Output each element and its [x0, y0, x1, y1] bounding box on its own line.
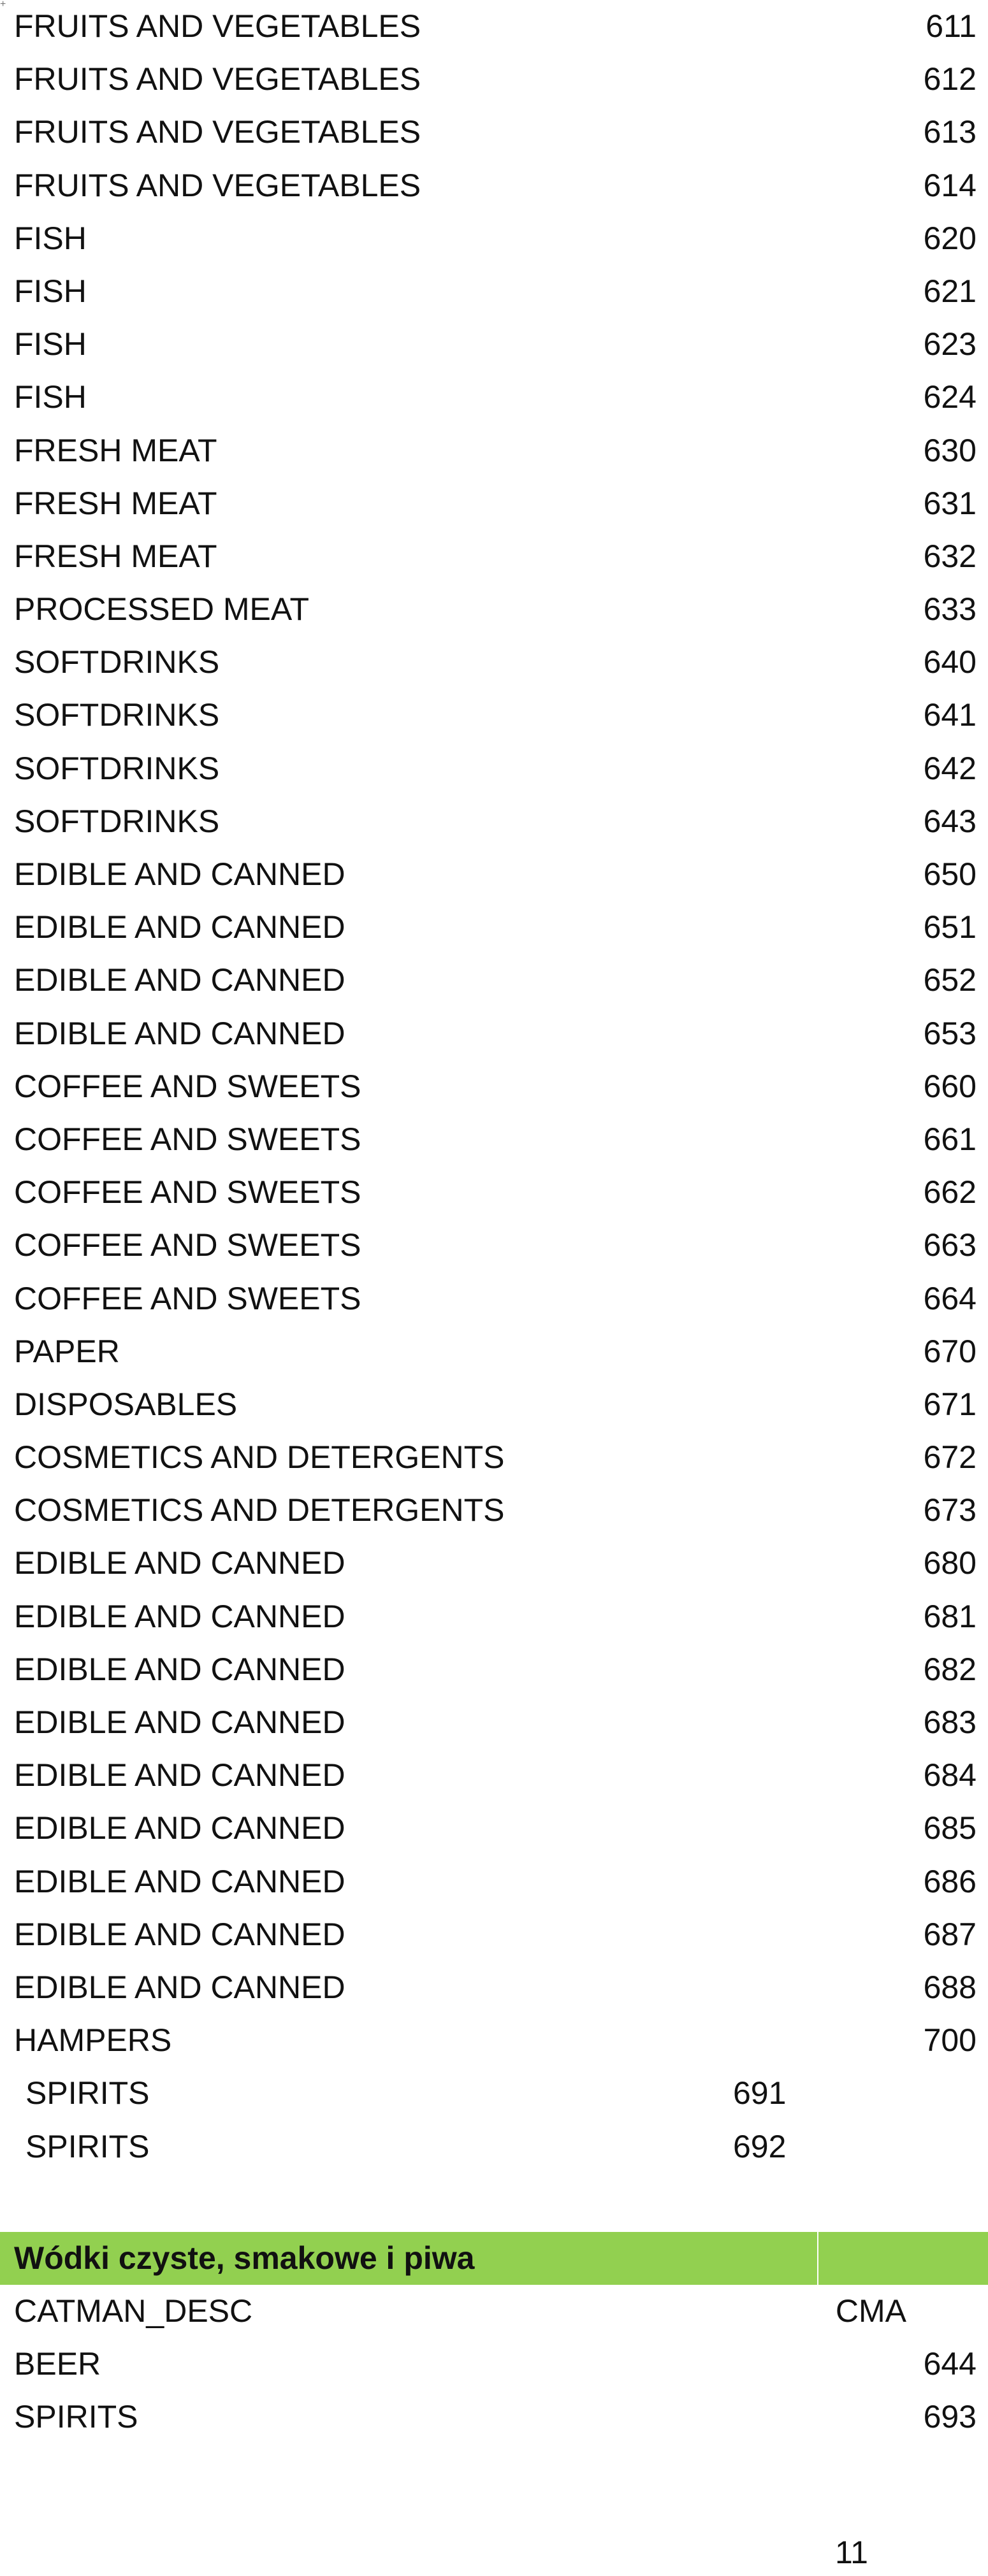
catman-desc: FISH: [14, 220, 87, 256]
catman-desc: EDIBLE AND CANNED: [14, 1916, 345, 1952]
catman-desc: SOFTDRINKS: [14, 697, 220, 733]
cell-marker: +: [0, 0, 6, 10]
cma-code: 651: [923, 909, 977, 946]
catman-desc: FRESH MEAT: [14, 538, 217, 574]
catman-desc: PAPER: [14, 1333, 120, 1369]
table-row: [0, 318, 988, 371]
table-row: [0, 159, 988, 212]
table-row: [0, 2120, 988, 2173]
cma-code: 641: [923, 697, 977, 733]
table-row: [0, 954, 988, 1007]
catman-desc: BEER: [14, 2345, 101, 2382]
cma-code: 671: [923, 1386, 977, 1422]
table-row: [0, 2014, 988, 2067]
table-row: [0, 1219, 988, 1272]
cma-code: 692: [733, 2128, 787, 2164]
cma-code: 623: [923, 326, 977, 363]
page-number: 11: [835, 2535, 868, 2570]
table-row: [0, 1166, 988, 1219]
cma-code: 620: [923, 220, 977, 256]
cma-code: 660: [923, 1068, 977, 1104]
catman-desc: FRESH MEAT: [14, 485, 217, 521]
catman-desc: EDIBLE AND CANNED: [14, 1015, 345, 1051]
catman-desc: EDIBLE AND CANNED: [14, 1969, 345, 2005]
table-row: [0, 2338, 988, 2391]
table-row: [0, 265, 988, 318]
table-row: [0, 1908, 988, 1961]
cma-code: 630: [923, 432, 977, 468]
catman-desc: EDIBLE AND CANNED: [14, 856, 345, 892]
table-row: [0, 848, 988, 901]
table-row: [0, 1590, 988, 1643]
catman-desc: EDIBLE AND CANNED: [14, 1598, 345, 1634]
table-row: [0, 1855, 988, 1908]
cma-code: 650: [923, 856, 977, 892]
cma-code: 621: [923, 273, 977, 309]
catman-desc: COFFEE AND SWEETS: [14, 1227, 361, 1263]
catman-desc: EDIBLE AND CANNED: [14, 962, 345, 998]
catman-desc: SPIRITS: [25, 2128, 150, 2164]
table-row: [0, 2391, 988, 2443]
cma-code: 693: [923, 2399, 977, 2435]
cma-code: 681: [923, 1598, 977, 1634]
catman-desc: EDIBLE AND CANNED: [14, 1810, 345, 1846]
cma-code: 640: [923, 644, 977, 680]
catman-desc: FRUITS AND VEGETABLES: [14, 61, 421, 97]
cma-code: 643: [923, 803, 977, 839]
catman-desc: FISH: [14, 379, 87, 415]
column-header-desc: CATMAN_DESC: [14, 2292, 253, 2329]
cma-code: 642: [923, 750, 977, 786]
cma-code: 673: [923, 1492, 977, 1529]
catman-desc: FRUITS AND VEGETABLES: [14, 167, 421, 203]
table-row: [0, 2067, 988, 2120]
catman-desc: SPIRITS: [14, 2399, 138, 2435]
table-row: [0, 742, 988, 795]
table-row: [0, 106, 988, 159]
catman-desc: FRESH MEAT: [14, 432, 217, 468]
table-row: [0, 1007, 988, 1060]
table-row: [0, 1272, 988, 1325]
table-row: [0, 1113, 988, 1166]
table-row: [0, 1802, 988, 1855]
table-row: [0, 1537, 988, 1590]
table-row: [0, 1643, 988, 1696]
table-row: [0, 901, 988, 954]
section-header: [0, 2232, 988, 2285]
catman-desc: COFFEE AND SWEETS: [14, 1280, 361, 1316]
cma-code: 686: [923, 1863, 977, 1899]
catman-desc: EDIBLE AND CANNED: [14, 1863, 345, 1899]
catman-desc: EDIBLE AND CANNED: [14, 909, 345, 946]
catman-desc: SOFTDRINKS: [14, 750, 220, 786]
catman-desc: COSMETICS AND DETERGENTS: [14, 1439, 505, 1476]
table-row: [0, 1431, 988, 1484]
section-gap: [0, 2173, 988, 2232]
section-title: Wódki czyste, smakowe i piwa: [14, 2240, 475, 2276]
cma-code: 611: [926, 8, 977, 44]
table-row: [0, 1325, 988, 1378]
table-row: [0, 1749, 988, 1802]
catman-desc: EDIBLE AND CANNED: [14, 1545, 345, 1581]
table-row: [0, 636, 988, 689]
table-row: [0, 1961, 988, 2014]
table-row: [0, 1378, 988, 1431]
catman-desc: SOFTDRINKS: [14, 644, 220, 680]
table-row: [0, 583, 988, 636]
table-row: [0, 1696, 988, 1749]
cma-code: 661: [923, 1121, 977, 1157]
cma-code: 670: [923, 1333, 977, 1369]
table-row: [0, 795, 988, 848]
table-row: [0, 424, 988, 477]
table-row: [0, 53, 988, 106]
cma-code: 662: [923, 1174, 977, 1211]
cma-code: 685: [923, 1810, 977, 1846]
table-row: [0, 1484, 988, 1537]
cma-code: 672: [923, 1439, 977, 1476]
catman-desc: COFFEE AND SWEETS: [14, 1121, 361, 1157]
cma-code: 700: [923, 2022, 977, 2059]
table-row: [0, 0, 988, 53]
cma-code: 624: [923, 379, 977, 415]
cma-code: 691: [733, 2075, 787, 2112]
header-cell-divider: [817, 2232, 818, 2285]
table-row: [0, 477, 988, 530]
table-row: [0, 689, 988, 742]
catman-desc: FRUITS AND VEGETABLES: [14, 114, 421, 150]
catman-desc: COFFEE AND SWEETS: [14, 1068, 361, 1104]
cma-code: 687: [923, 1916, 977, 1952]
cma-code: 680: [923, 1545, 977, 1581]
table-row: [0, 371, 988, 424]
table-row: [0, 1060, 988, 1113]
cma-code: 663: [923, 1227, 977, 1263]
cma-code: 612: [923, 61, 977, 97]
catman-desc: FISH: [14, 326, 87, 363]
catman-desc: PROCESSED MEAT: [14, 591, 310, 628]
catman-desc: DISPOSABLES: [14, 1386, 238, 1422]
cma-code: 653: [923, 1015, 977, 1051]
catman-desc: COFFEE AND SWEETS: [14, 1174, 361, 1211]
cma-code: 613: [923, 114, 977, 150]
cma-code: 688: [923, 1969, 977, 2005]
catman-desc: HAMPERS: [14, 2022, 172, 2059]
cma-code: 644: [923, 2345, 977, 2382]
table-row: [0, 530, 988, 583]
cma-code: 633: [923, 591, 977, 628]
catman-desc: FISH: [14, 273, 87, 309]
cma-code: 614: [923, 167, 977, 203]
catman-desc: EDIBLE AND CANNED: [14, 1704, 345, 1740]
column-header-row: [0, 2285, 988, 2338]
catman-desc: EDIBLE AND CANNED: [14, 1757, 345, 1794]
column-header-code: CMA: [835, 2292, 906, 2329]
cma-code: 664: [923, 1280, 977, 1316]
catman-desc: SOFTDRINKS: [14, 803, 220, 839]
cma-code: 631: [923, 485, 977, 521]
catman-desc: SPIRITS: [25, 2075, 150, 2112]
cma-code: 632: [923, 538, 977, 574]
catman-desc: COSMETICS AND DETERGENTS: [14, 1492, 505, 1529]
cma-code: 682: [923, 1651, 977, 1687]
table-row: [0, 212, 988, 265]
cma-code: 652: [923, 962, 977, 998]
catman-desc: FRUITS AND VEGETABLES: [14, 8, 421, 44]
catman-desc: EDIBLE AND CANNED: [14, 1651, 345, 1687]
cma-code: 683: [923, 1704, 977, 1740]
cma-code: 684: [923, 1757, 977, 1794]
